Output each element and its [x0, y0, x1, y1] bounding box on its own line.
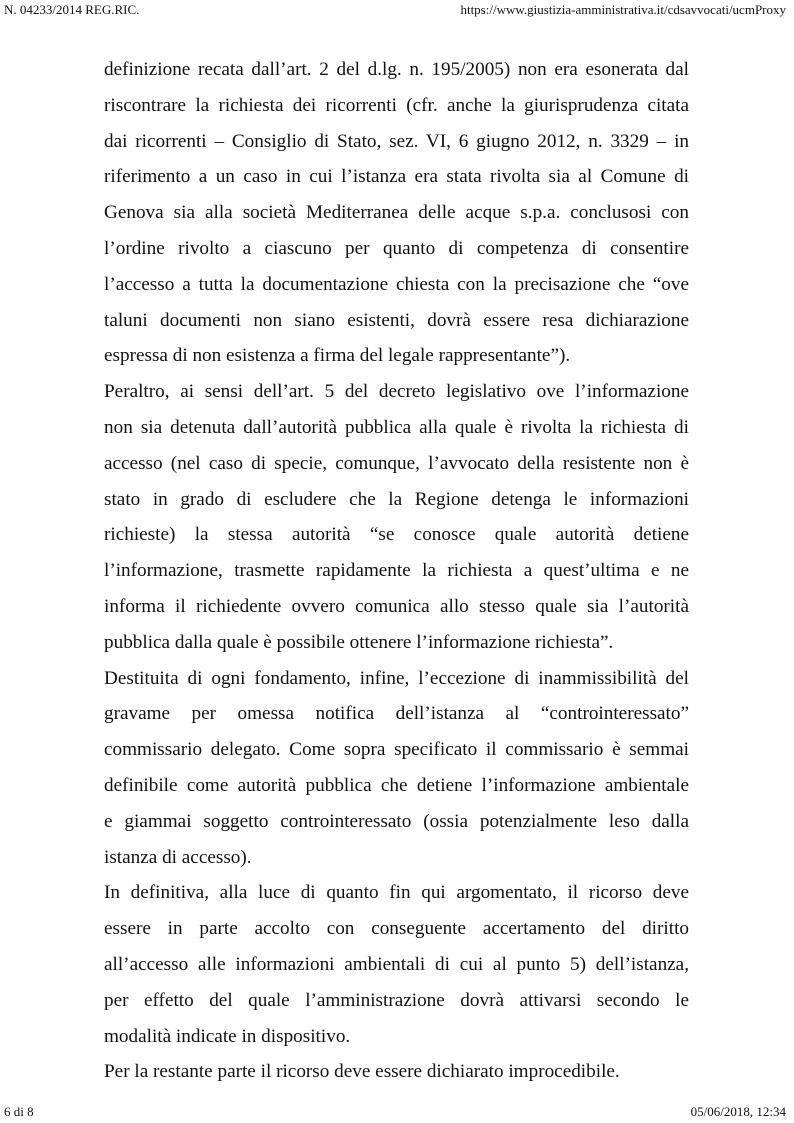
paragraph-4: [104, 875, 689, 1054]
text-line: Peraltro, ai sensi dell’art. 5 del decreto legislativo ove l’informazione: [104, 381, 689, 403]
paragraph-3: [104, 661, 689, 876]
paragraph-2: [104, 374, 689, 660]
text-line: riscontrare la richiesta dei ricorrenti (cfr. anche la giurisprudenza citata: [104, 94, 689, 116]
text-line: stato in grado di escludere che la Regione detenga le informazioni: [104, 488, 689, 510]
text-line: richieste) la stessa autorità “se conosce quale autorità detiene: [104, 524, 689, 546]
text-line: definibile come autorità pubblica che detiene l’informazione ambientale: [104, 774, 689, 796]
text-line: Per la restante parte il ricorso deve essere dichiarato improcedibile.: [104, 1061, 620, 1083]
text-line: l’accesso a tutta la documentazione chiesta con la precisazione che “ove: [104, 273, 689, 295]
text-line: commissario delegato. Come sopra specificato il commissario è semmai: [104, 739, 689, 761]
text-line: l’ordine rivolto a ciascuno per quanto di competenza di consentire: [104, 237, 689, 259]
text-line: Destituita di ogni fondamento, infine, l’eccezione di inammissibilità del: [104, 667, 689, 689]
text-line: taluni documenti non siano esistenti, dovrà essere resa dichiarazione: [104, 309, 689, 331]
header-case-reference: N. 04233/2014 REG.RIC.: [4, 2, 140, 17]
text-line: riferimento a un caso in cui l’istanza era stata rivolta sia al Comune di: [104, 166, 689, 188]
text-line: informa il richiedente ovvero comunica allo stesso quale sia l’autorità: [104, 595, 689, 617]
text-line: modalità indicate in dispositivo.: [104, 1025, 351, 1047]
footer-page-number: 6 di 8: [4, 1104, 34, 1119]
text-line: all’accesso alle informazioni ambientali di cui al punto 5) dell’istanza,: [104, 953, 689, 975]
text-line: e giammai soggetto controinteressato (ossia potenzialmente leso dalla: [104, 810, 689, 832]
text-line: In definitiva, alla luce di quanto fin qui argomentato, il ricorso deve: [104, 882, 689, 904]
paragraph-1: [104, 52, 689, 374]
text-line: accesso (nel caso di specie, comunque, l’avvocato della resistente non è: [104, 452, 689, 474]
text-line: non sia detenuta dall’autorità pubblica alla quale è rivolta la richiesta di: [104, 416, 689, 438]
text-line: definizione recata dall’art. 2 del d.lg. n. 195/2005) non era esonerata dal: [104, 59, 689, 80]
text-line: gravame per omessa notifica dell’istanza al “controinteressato”: [104, 703, 689, 725]
footer-datetime: 05/06/2018, 12:34: [690, 1104, 786, 1119]
text-line: pubblica dalla quale è possibile ottenere l’informazione richiesta”.: [104, 631, 614, 653]
text-line: essere in parte accolto con conseguente accertamento del diritto: [104, 918, 689, 940]
text-line: espressa di non esistenza a firma del legale rappresentante”).: [104, 345, 571, 367]
text-line: l’informazione, trasmette rapidamente la richiesta a quest’ultima e ne: [104, 560, 689, 582]
text-line: per effetto del quale l’amministrazione dovrà attivarsi secondo le: [104, 989, 689, 1011]
text-line: istanza di accesso).: [104, 846, 252, 868]
header-url: https://www.giustizia-amministrativa.it/cdsavvocati/ucmProxy: [460, 2, 786, 17]
paragraph-5: [104, 1054, 689, 1090]
text-line: dai ricorrenti – Consiglio di Stato, sez. VI, 6 giugno 2012, n. 3329 – in: [104, 130, 689, 152]
document-body: [104, 52, 689, 1090]
text-line: Genova sia alla società Mediterranea delle acque s.p.a. conclusosi con: [104, 202, 689, 224]
